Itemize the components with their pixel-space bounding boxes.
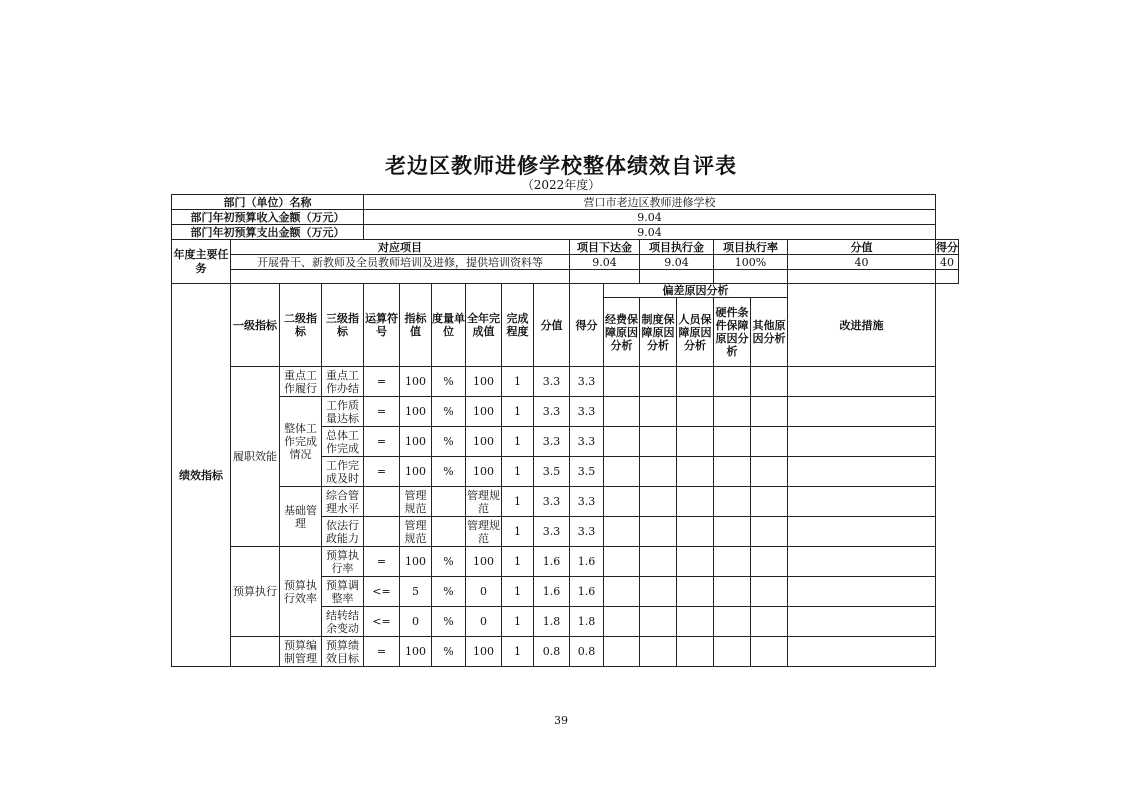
score-cell: 3.3 bbox=[570, 367, 604, 397]
income-label: 部门年初预算收入金额（万元） bbox=[172, 210, 364, 225]
score-cell: 3.3 bbox=[570, 487, 604, 517]
project-text: 开展骨干、新教师及全员教师培训及进修，提供培训资料等 bbox=[231, 255, 570, 270]
issued-value: 9.04 bbox=[570, 255, 640, 270]
exec-amount-header: 项目执行金 bbox=[640, 240, 714, 255]
exec-amount-value: 9.04 bbox=[640, 255, 714, 270]
target-cell: 5 bbox=[400, 577, 432, 607]
operator-cell: = bbox=[364, 547, 400, 577]
funding-header: 经费保障原因分析 bbox=[604, 298, 640, 367]
level3-cell: 预算绩效目标 bbox=[322, 637, 364, 667]
score-value-cell: 3.3 bbox=[534, 427, 570, 457]
task-score-header: 得分 bbox=[936, 240, 958, 254]
completion-cell: 1 bbox=[502, 487, 534, 517]
evaluation-table bbox=[171, 194, 959, 667]
operator-header: 运算符号 bbox=[364, 284, 400, 367]
score-cell: 3.3 bbox=[570, 427, 604, 457]
project-header: 对应项目 bbox=[231, 240, 570, 255]
score-value-cell: 3.5 bbox=[534, 457, 570, 487]
level3-cell: 预算调整率 bbox=[322, 577, 364, 607]
table-row bbox=[172, 637, 959, 667]
score-cell: 1.8 bbox=[570, 607, 604, 637]
table-row bbox=[172, 397, 959, 427]
score-value-cell: 3.3 bbox=[534, 367, 570, 397]
group-key-work: 重点工作履行 bbox=[280, 367, 322, 397]
expense-value: 9.04 bbox=[364, 225, 936, 240]
operator-cell bbox=[364, 487, 400, 517]
score-value-header: 分值 bbox=[534, 284, 570, 367]
task-score: 40 bbox=[936, 255, 959, 270]
actual-cell: 管理规范 bbox=[467, 518, 500, 545]
operator-cell: = bbox=[364, 427, 400, 457]
level3-cell: 工作质量达标 bbox=[322, 397, 364, 427]
annual-task-label: 年度主要任务 bbox=[172, 240, 231, 284]
group-lvzhi: 履职效能 bbox=[231, 367, 280, 547]
group-budget-exec: 预算执行 bbox=[231, 547, 280, 637]
actual-cell: 100 bbox=[466, 427, 502, 457]
dept-name-value: 营口市老边区教师进修学校 bbox=[364, 195, 936, 210]
unit-cell: % bbox=[432, 637, 466, 667]
unit-header: 度量单位 bbox=[432, 284, 466, 367]
operator-cell: = bbox=[364, 367, 400, 397]
completion-cell: 1 bbox=[502, 607, 534, 637]
actual-cell: 100 bbox=[466, 397, 502, 427]
task-score-value-header: 分值 bbox=[788, 240, 936, 255]
score-value-cell: 1.6 bbox=[534, 547, 570, 577]
actual-cell: 管理规范 bbox=[467, 488, 500, 515]
completion-cell: 1 bbox=[502, 517, 534, 547]
exec-rate-value: 100% bbox=[714, 255, 788, 270]
score-value-cell: 1.6 bbox=[534, 577, 570, 607]
table-row bbox=[172, 487, 959, 517]
completion-cell: 1 bbox=[502, 367, 534, 397]
target-cell: 100 bbox=[400, 427, 432, 457]
group-budget-prep: 预算编制管理 bbox=[280, 637, 322, 667]
unit-cell: % bbox=[432, 457, 466, 487]
target-cell: 100 bbox=[400, 547, 432, 577]
actual-cell: 100 bbox=[466, 547, 502, 577]
level3-cell: 结转结余变动 bbox=[322, 607, 364, 637]
score-cell: 0.8 bbox=[570, 637, 604, 667]
operator-cell: = bbox=[364, 457, 400, 487]
actual-cell: 100 bbox=[466, 367, 502, 397]
completion-cell: 1 bbox=[502, 457, 534, 487]
completion-header: 完成程度 bbox=[502, 284, 534, 367]
score-value-cell: 0.8 bbox=[534, 637, 570, 667]
completion-cell: 1 bbox=[502, 637, 534, 667]
level3-cell: 总体工作完成 bbox=[322, 427, 364, 457]
actual-cell: 100 bbox=[466, 637, 502, 667]
hardware-header: 硬件条件保障原因分析 bbox=[714, 298, 751, 367]
actual-header: 全年完成值 bbox=[466, 284, 502, 367]
other-header: 其他原因分析 bbox=[751, 298, 788, 367]
dept-name-label: 部门（单位）名称 bbox=[172, 195, 364, 210]
unit-cell: % bbox=[432, 547, 466, 577]
perf-indicator-label: 绩效指标 bbox=[172, 284, 231, 667]
level3-cell: 综合管理水平 bbox=[322, 487, 364, 517]
group-overall: 整体工作完成情况 bbox=[280, 397, 322, 487]
target-cell: 管理规范 bbox=[400, 487, 432, 517]
unit-cell: % bbox=[432, 577, 466, 607]
unit-cell: % bbox=[432, 397, 466, 427]
group-budget-eff: 预算执行效率 bbox=[280, 547, 322, 637]
level2-header: 二级指标 bbox=[280, 284, 322, 367]
score-value-cell: 3.3 bbox=[534, 397, 570, 427]
issued-header: 项目下达金 bbox=[570, 240, 640, 255]
actual-cell: 100 bbox=[466, 457, 502, 487]
system-header: 制度保障原因分析 bbox=[640, 298, 677, 367]
expense-label: 部门年初预算支出金额（万元） bbox=[172, 225, 364, 240]
level1-header: 一级指标 bbox=[231, 284, 280, 367]
score-value-cell: 1.8 bbox=[534, 607, 570, 637]
score-value-cell: 3.3 bbox=[534, 487, 570, 517]
target-cell: 100 bbox=[400, 367, 432, 397]
level3-cell: 预算执行率 bbox=[322, 547, 364, 577]
target-header: 指标值 bbox=[400, 284, 432, 367]
score-cell: 3.3 bbox=[570, 517, 604, 547]
operator-cell: <= bbox=[364, 577, 400, 607]
income-value: 9.04 bbox=[364, 210, 936, 225]
unit-cell bbox=[432, 517, 466, 547]
actual-cell: 0 bbox=[466, 607, 502, 637]
level3-cell: 依法行政能力 bbox=[322, 517, 364, 547]
document-title: 老边区教师进修学校整体绩效自评表 bbox=[385, 154, 737, 178]
target-cell: 100 bbox=[400, 457, 432, 487]
page-number: 39 bbox=[554, 714, 568, 727]
document-subtitle: （2022年度） bbox=[521, 178, 601, 192]
score-cell: 1.6 bbox=[570, 547, 604, 577]
personnel-header: 人员保障原因分析 bbox=[677, 298, 714, 367]
target-cell: 100 bbox=[400, 397, 432, 427]
level3-header: 三级指标 bbox=[322, 284, 364, 367]
unit-cell: % bbox=[432, 607, 466, 637]
target-cell: 管理规范 bbox=[400, 517, 432, 547]
unit-cell: % bbox=[432, 367, 466, 397]
score-cell: 3.5 bbox=[570, 457, 604, 487]
score-cell: 3.3 bbox=[570, 397, 604, 427]
score-cell: 1.6 bbox=[570, 577, 604, 607]
improve-header: 改进措施 bbox=[788, 284, 936, 367]
level3-cell: 重点工作办结 bbox=[322, 367, 364, 397]
table-row bbox=[172, 547, 959, 577]
unit-cell bbox=[432, 487, 466, 517]
target-cell: 0 bbox=[400, 607, 432, 637]
operator-cell: = bbox=[364, 397, 400, 427]
completion-cell: 1 bbox=[502, 397, 534, 427]
operator-cell: = bbox=[364, 637, 400, 667]
completion-cell: 1 bbox=[502, 427, 534, 457]
operator-cell bbox=[364, 517, 400, 547]
unit-cell: % bbox=[432, 427, 466, 457]
score-value-cell: 3.3 bbox=[534, 517, 570, 547]
exec-rate-header: 项目执行率 bbox=[714, 240, 788, 255]
completion-cell: 1 bbox=[502, 547, 534, 577]
task-score-value: 40 bbox=[788, 255, 936, 270]
completion-cell: 1 bbox=[502, 577, 534, 607]
operator-cell: <= bbox=[364, 607, 400, 637]
target-cell: 100 bbox=[400, 637, 432, 667]
actual-cell: 0 bbox=[466, 577, 502, 607]
group-basic-mgmt: 基础管理 bbox=[280, 487, 322, 547]
level3-cell: 工作完成及时 bbox=[322, 457, 364, 487]
deviation-header: 偏差原因分析 bbox=[604, 284, 788, 298]
table-row bbox=[172, 367, 959, 397]
score-header: 得分 bbox=[570, 284, 604, 367]
